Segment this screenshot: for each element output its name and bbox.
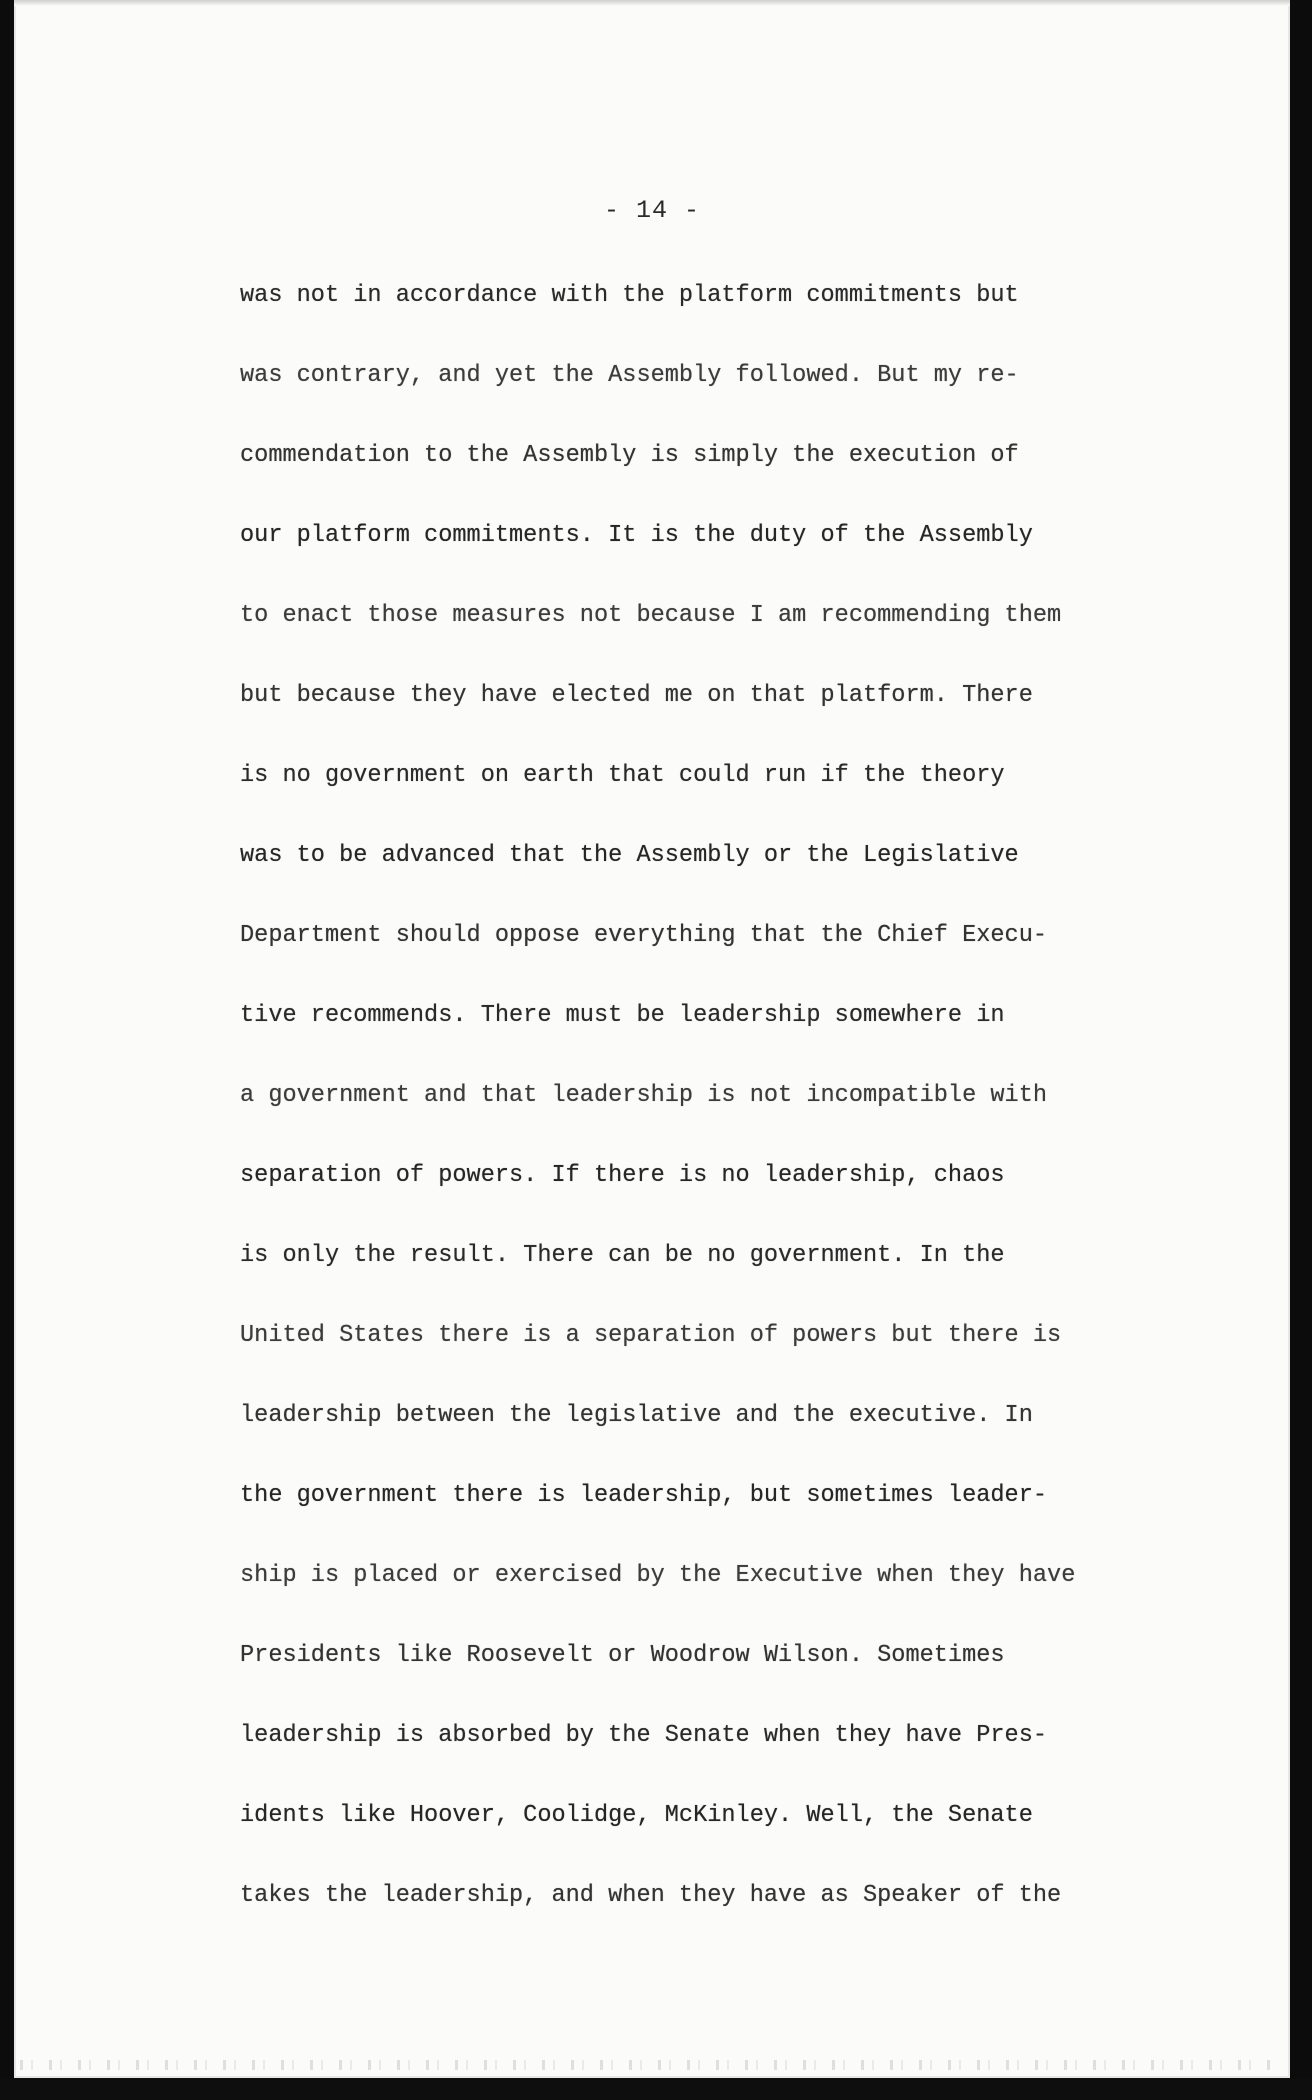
text-line: was to be advanced that the Assembly or the Legislative <box>240 842 1019 869</box>
text-line: was contrary, and yet the Assembly followed. But my re- <box>240 362 1019 389</box>
text-line: idents like Hoover, Coolidge, McKinley. Well, the Senate <box>240 1802 1033 1829</box>
text-line: leadership is absorbed by the Senate when they have Pres- <box>240 1722 1048 1749</box>
scan-border-right <box>1290 0 1312 2100</box>
page-top-edge <box>14 0 1290 6</box>
text-line: ship is placed or exercised by the Executive when they have <box>240 1562 1076 1589</box>
scan-border-bottom <box>0 2078 1312 2100</box>
text-line: separation of powers. If there is no leadership, chaos <box>240 1162 1005 1189</box>
text-line: United States there is a separation of powers but there is <box>240 1322 1062 1349</box>
text-line: is no government on earth that could run if the theory <box>240 762 1005 789</box>
text-line: is only the result. There can be no government. In the <box>240 1242 1005 1269</box>
scan-border-left <box>0 0 14 2100</box>
text-line: but because they have elected me on that platform. There <box>240 682 1033 709</box>
text-line: Presidents like Roosevelt or Woodrow Wilson. Sometimes <box>240 1642 1005 1669</box>
scan-noise <box>20 2060 1270 2070</box>
text-line: tive recommends. There must be leadership somewhere in <box>240 1002 1005 1029</box>
text-line: leadership between the legislative and the executive. In <box>240 1402 1033 1429</box>
text-line: takes the leadership, and when they have as Speaker of the <box>240 1882 1062 1909</box>
body-text <box>240 274 1200 1954</box>
page-number: - 14 - <box>603 196 700 225</box>
text-line: the government there is leadership, but sometimes leader- <box>240 1482 1048 1509</box>
text-line: Department should oppose everything that the Chief Execu- <box>240 922 1048 949</box>
typed-page <box>14 0 1290 2078</box>
text-line: to enact those measures not because I am recommending them <box>240 602 1062 629</box>
text-line: commendation to the Assembly is simply the execution of <box>240 442 1019 469</box>
text-line: our platform commitments. It is the duty of the Assembly <box>240 522 1033 549</box>
text-line: was not in accordance with the platform commitments but <box>240 282 1019 309</box>
text-line: a government and that leadership is not incompatible with <box>240 1082 1048 1109</box>
